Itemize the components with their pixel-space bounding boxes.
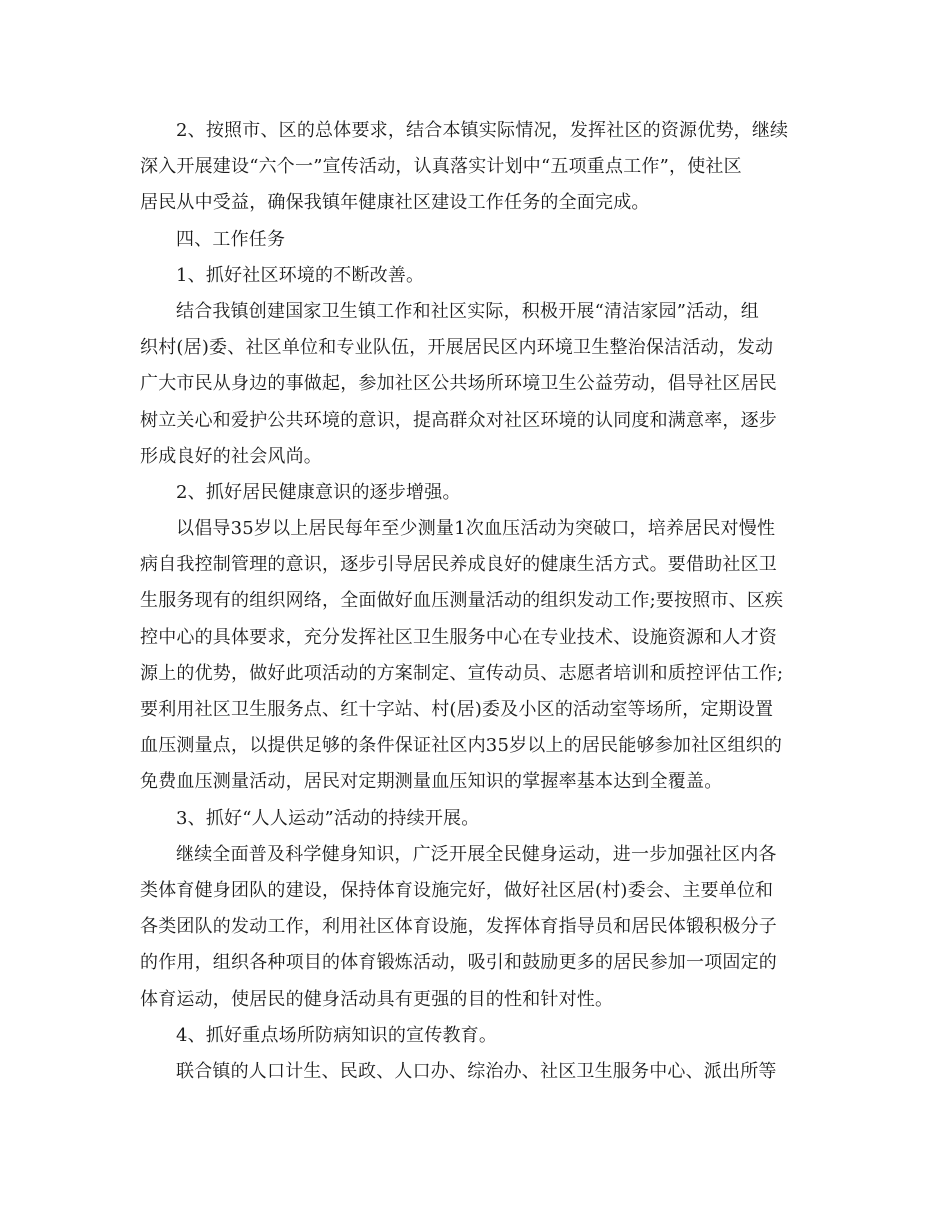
paragraph-line: 类体育健身团队的建设，保持体育设施完好，做好社区居(村)委会、主要单位和 bbox=[140, 879, 774, 901]
paragraph-line: 的作用，组织各种项目的体育锻炼活动，吸引和鼓励更多的居民参加一项固定的 bbox=[140, 952, 777, 974]
subsection-heading: 2、抓好居民健康意识的逐步增强。 bbox=[176, 481, 461, 503]
section-heading: 四、工作任务 bbox=[176, 228, 286, 250]
paragraph-line: 各类团队的发动工作，利用社区体育设施，发挥体育指导员和居民体锻积极分子 bbox=[140, 916, 777, 938]
subsection-heading: 1、抓好社区环境的不断改善。 bbox=[176, 264, 425, 286]
paragraph-line: 织村(居)委、社区单位和专业队伍，开展居民区内环境卫生整治保洁活动，发动 bbox=[140, 337, 774, 359]
paragraph-line: 要利用社区卫生服务点、红十字站、村(居)委及小区的活动室等场所，定期设置 bbox=[140, 699, 774, 720]
paragraph-line: 联合镇的人口计生、民政、人口办、综治办、社区卫生服务中心、派出所等 bbox=[176, 1060, 777, 1082]
paragraph-line: 形成良好的社会风尚。 bbox=[140, 445, 322, 467]
paragraph-line: 免费血压测量活动，居民对定期测量血压知识的掌握率基本达到全覆盖。 bbox=[140, 771, 723, 793]
paragraph-line: 控中心的具体要求，充分发挥社区卫生服务中心在专业技术、设施资源和人才资 bbox=[140, 626, 777, 648]
paragraph-line: 树立关心和爱护公共环境的意识，提高群众对社区环境的认同度和满意率，逐步 bbox=[140, 409, 777, 431]
paragraph-line: 以倡导35岁以上居民每年至少测量1次血压活动为突破口，培养居民对慢性 bbox=[176, 518, 776, 540]
paragraph-line: 生服务现有的组织网络，全面做好血压测量活动的组织发动工作;要按照市、区疾 bbox=[140, 590, 784, 612]
paragraph-line: 居民从中受益，确保我镇年健康社区建设工作任务的全面完成。 bbox=[140, 192, 650, 214]
paragraph-line: 结合我镇创建国家卫生镇工作和社区实际，积极开展“清洁家园”活动，组 bbox=[176, 300, 760, 322]
paragraph-line: 广大市民从身边的事做起，参加社区公共场所环境卫生公益劳动，倡导社区居民 bbox=[140, 373, 777, 395]
paragraph-line: 继续全面普及科学健身知识，广泛开展全民健身运动，进一步加强社区内各 bbox=[176, 843, 777, 865]
paragraph-line: 病自我控制管理的意识，逐步引导居民养成良好的健康生活方式。要借助社区卫 bbox=[140, 554, 777, 576]
paragraph-line: 深入开展建设“六个一”宣传活动，认真落实计划中“五项重点工作”，使社区 bbox=[140, 156, 742, 178]
paragraph-line: 体育运动，使居民的健身活动具有更强的目的性和针对性。 bbox=[140, 988, 614, 1010]
paragraph-line: 2、按照市、区的总体要求，结合本镇实际情况，发挥社区的资源优势，继续 bbox=[176, 120, 789, 141]
subsection-heading: 3、抓好“人人运动”活动的持续开展。 bbox=[176, 807, 480, 829]
subsection-heading: 4、抓好重点场所防病知识的宣传教育。 bbox=[176, 1024, 498, 1046]
paragraph-line: 血压测量点，以提供足够的条件保证社区内35岁以上的居民能够参加社区组织的 bbox=[140, 735, 783, 757]
paragraph-line: 源上的优势，做好此项活动的方案制定、宣传动员、志愿者培训和质控评估工作; bbox=[140, 662, 784, 684]
document-body bbox=[140, 113, 820, 1090]
